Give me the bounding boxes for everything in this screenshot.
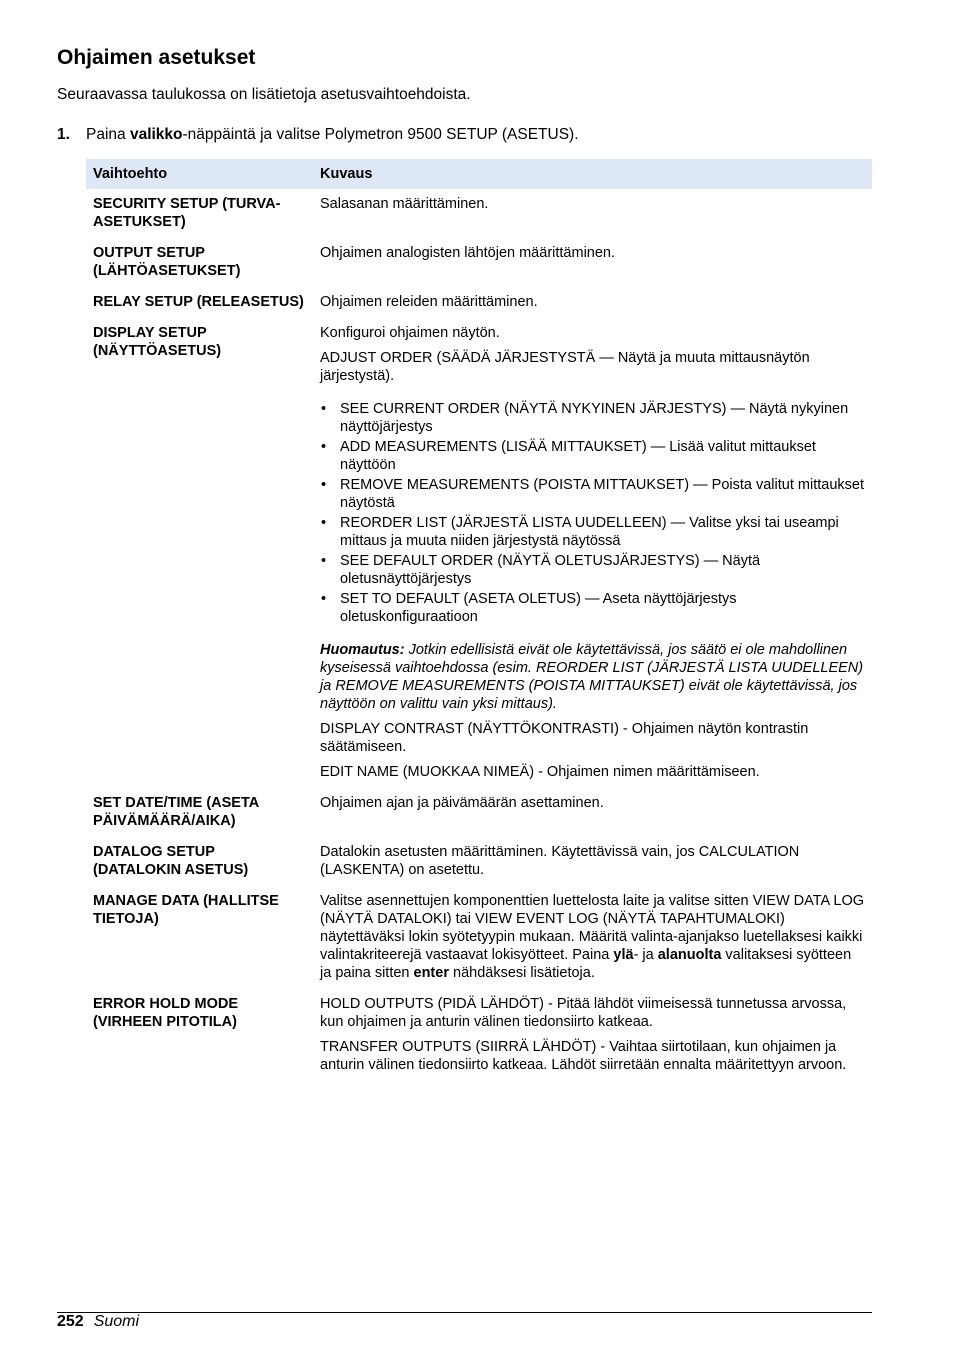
desc-error-hold-mode — [313, 989, 872, 1081]
option-error-hold-mode: ERROR HOLD MODE (VIRHEEN PITOTILA) — [93, 996, 238, 1030]
option-relay-setup: RELAY SETUP (RELEASETUS) — [93, 294, 304, 310]
note-text: Jotkin edellisistä eivät ole käytettävissä, jos säätö ei ole mahdollinen kyseisessä vaihtoehdossa (esim. REORDER LIST (JÄRJESTÄ LISTA UUDELLEEN) ja REMOVE MEASUREMENTS (POISTA MITTAUKSET) eivät ole käytettävissä, jos näyttöön on valittu vain yksi mittaus). — [320, 642, 864, 712]
desc-text: DISPLAY CONTRAST (NÄYTTÖKONTRASTI) - Ohjaimen näytön kontrastin säätämiseen. — [320, 721, 809, 755]
list-item: • SEE DEFAULT ORDER (NÄYTÄ OLETUSJÄRJESTYS) — Näytä oletusnäyttöjärjestys — [320, 552, 865, 588]
table-row — [86, 788, 872, 837]
option-output-setup: OUTPUT SETUP (LÄHTÖASETUKSET) — [93, 245, 241, 279]
step-number: 1. — [57, 126, 70, 143]
desc-relay-setup — [313, 287, 872, 318]
desc-text: Ohjaimen ajan ja päivämäärän asettaminen. — [320, 795, 604, 811]
table-row — [86, 837, 872, 886]
desc-text: HOLD OUTPUTS (PIDÄ LÄHDÖT) - Pitää lähdöt viimeisessä tunnetussa arvossa, kun ohjaimen ja anturin välinen tiedonsiirto katkeaa. — [320, 996, 847, 1030]
page-number: 252 — [57, 1313, 84, 1330]
footer-divider — [57, 1312, 872, 1313]
table-row — [86, 189, 872, 238]
option-set-date-time: SET DATE/TIME (ASETA PÄIVÄMÄÄRÄ/AIKA) — [93, 795, 259, 829]
option-display-setup: DISPLAY SETUP (NÄYTTÖASETUS) — [93, 325, 222, 359]
key-up: ylä — [613, 947, 634, 963]
desc-text: Ohjaimen analogisten lähtöjen määrittäminen. — [320, 245, 616, 261]
desc-fragment: Valitse asennettujen komponenttien luettelosta laite ja valitse sitten VIEW DATA LOG (NÄYTÄ DATALOKI) tai VIEW EVENT LOG (NÄYTÄ TAPAHTUMALOKI) näytettäväksi lokin syötetyypin mukaan. Määritä valinta-ajanjakso luetellaksesi kaikki valintakriteerejä vastaavat lokisyötteet. Paina — [320, 893, 865, 963]
option-security-setup: SECURITY SETUP (TURVA-ASETUKSET) — [93, 196, 281, 230]
note — [320, 641, 865, 713]
desc-text: Konfiguroi ohjaimen näytön. — [320, 325, 500, 341]
intro-text: Seuraavassa taulukossa on lisätietoja asetusvaihtoehdoista. — [57, 86, 471, 103]
desc-text: Ohjaimen releiden määrittäminen. — [320, 294, 538, 310]
display-options-list — [320, 400, 865, 626]
desc-text: TRANSFER OUTPUTS (SIIRRÄ LÄHDÖT) - Vaihtaa siirtotilaan, kun ohjaimen ja anturin välinen tiedonsiirto katkeaa. Lähdöt siirretään ennalta määritettyyn arvoon. — [320, 1039, 847, 1073]
list-item: • REMOVE MEASUREMENTS (POISTA MITTAUKSET) — Poista valitut mittaukset näytöstä — [320, 476, 865, 512]
desc-set-date-time — [313, 788, 872, 837]
step-key: valikko — [129, 126, 183, 143]
table-row — [86, 238, 872, 287]
desc-fragment: valitaksesi syötteen ja paina sitten — [320, 947, 852, 981]
desc-fragment: nähdäksesi lisätietoja. — [448, 965, 595, 981]
step-suffix: -näppäintä ja valitse Polymetron 9500 SETUP (ASETUS). — [182, 126, 579, 143]
table-row — [86, 989, 872, 1081]
desc-datalog-setup — [313, 837, 872, 886]
key-down: alanuolta — [657, 947, 722, 963]
list-item: • ADD MEASUREMENTS (LISÄÄ MITTAUKSET) — Lisää valitut mittaukset näyttöön — [320, 438, 865, 474]
table-row — [86, 886, 872, 989]
table-header-row — [86, 159, 872, 189]
table-row — [86, 318, 872, 788]
header-option: Vaihtoehto — [86, 159, 313, 189]
desc-manage-data — [313, 886, 872, 989]
page-footer — [57, 1313, 139, 1331]
desc-display-setup — [313, 318, 872, 788]
step-prefix: Paina — [86, 126, 130, 143]
key-enter: enter — [413, 965, 449, 981]
option-manage-data: MANAGE DATA (HALLITSE TIETOJA) — [93, 893, 279, 927]
desc-text: Salasanan määrittäminen. — [320, 196, 489, 212]
option-datalog-setup: DATALOG SETUP (DATALOKIN ASETUS) — [93, 844, 249, 878]
header-description: Kuvaus — [313, 159, 872, 189]
desc-fragment: - ja — [633, 947, 658, 963]
list-item: • REORDER LIST (JÄRJESTÄ LISTA UUDELLEEN) — Valitse yksi tai useampi mittaus ja muuta niiden järjestystä näytössä — [320, 514, 865, 550]
desc-text: ADJUST ORDER (SÄÄDÄ JÄRJESTYSTÄ — Näytä ja muuta mittausnäytön järjestystä). — [320, 350, 810, 384]
desc-security-setup — [313, 189, 872, 238]
note-label: Huomautus: — [320, 642, 405, 658]
setup-options-table — [86, 159, 872, 1081]
step-1 — [57, 126, 579, 144]
page-title: Ohjaimen asetukset — [57, 46, 256, 69]
list-item: • SEE CURRENT ORDER (NÄYTÄ NYKYINEN JÄRJESTYS) — Näytä nykyinen näyttöjärjestys — [320, 400, 865, 436]
desc-text — [320, 892, 865, 982]
table-row — [86, 287, 872, 318]
footer-language: Suomi — [93, 1313, 140, 1330]
desc-text: Datalokin asetusten määrittäminen. Käytettävissä vain, jos CALCULATION (LASKENTA) on asetettu. — [320, 844, 800, 878]
list-item: • SET TO DEFAULT (ASETA OLETUS) — Aseta näyttöjärjestys oletuskonfiguraatioon — [320, 590, 865, 626]
desc-output-setup — [313, 238, 872, 287]
desc-text: EDIT NAME (MUOKKAA NIMEÄ) - Ohjaimen nimen määrittämiseen. — [320, 764, 760, 780]
